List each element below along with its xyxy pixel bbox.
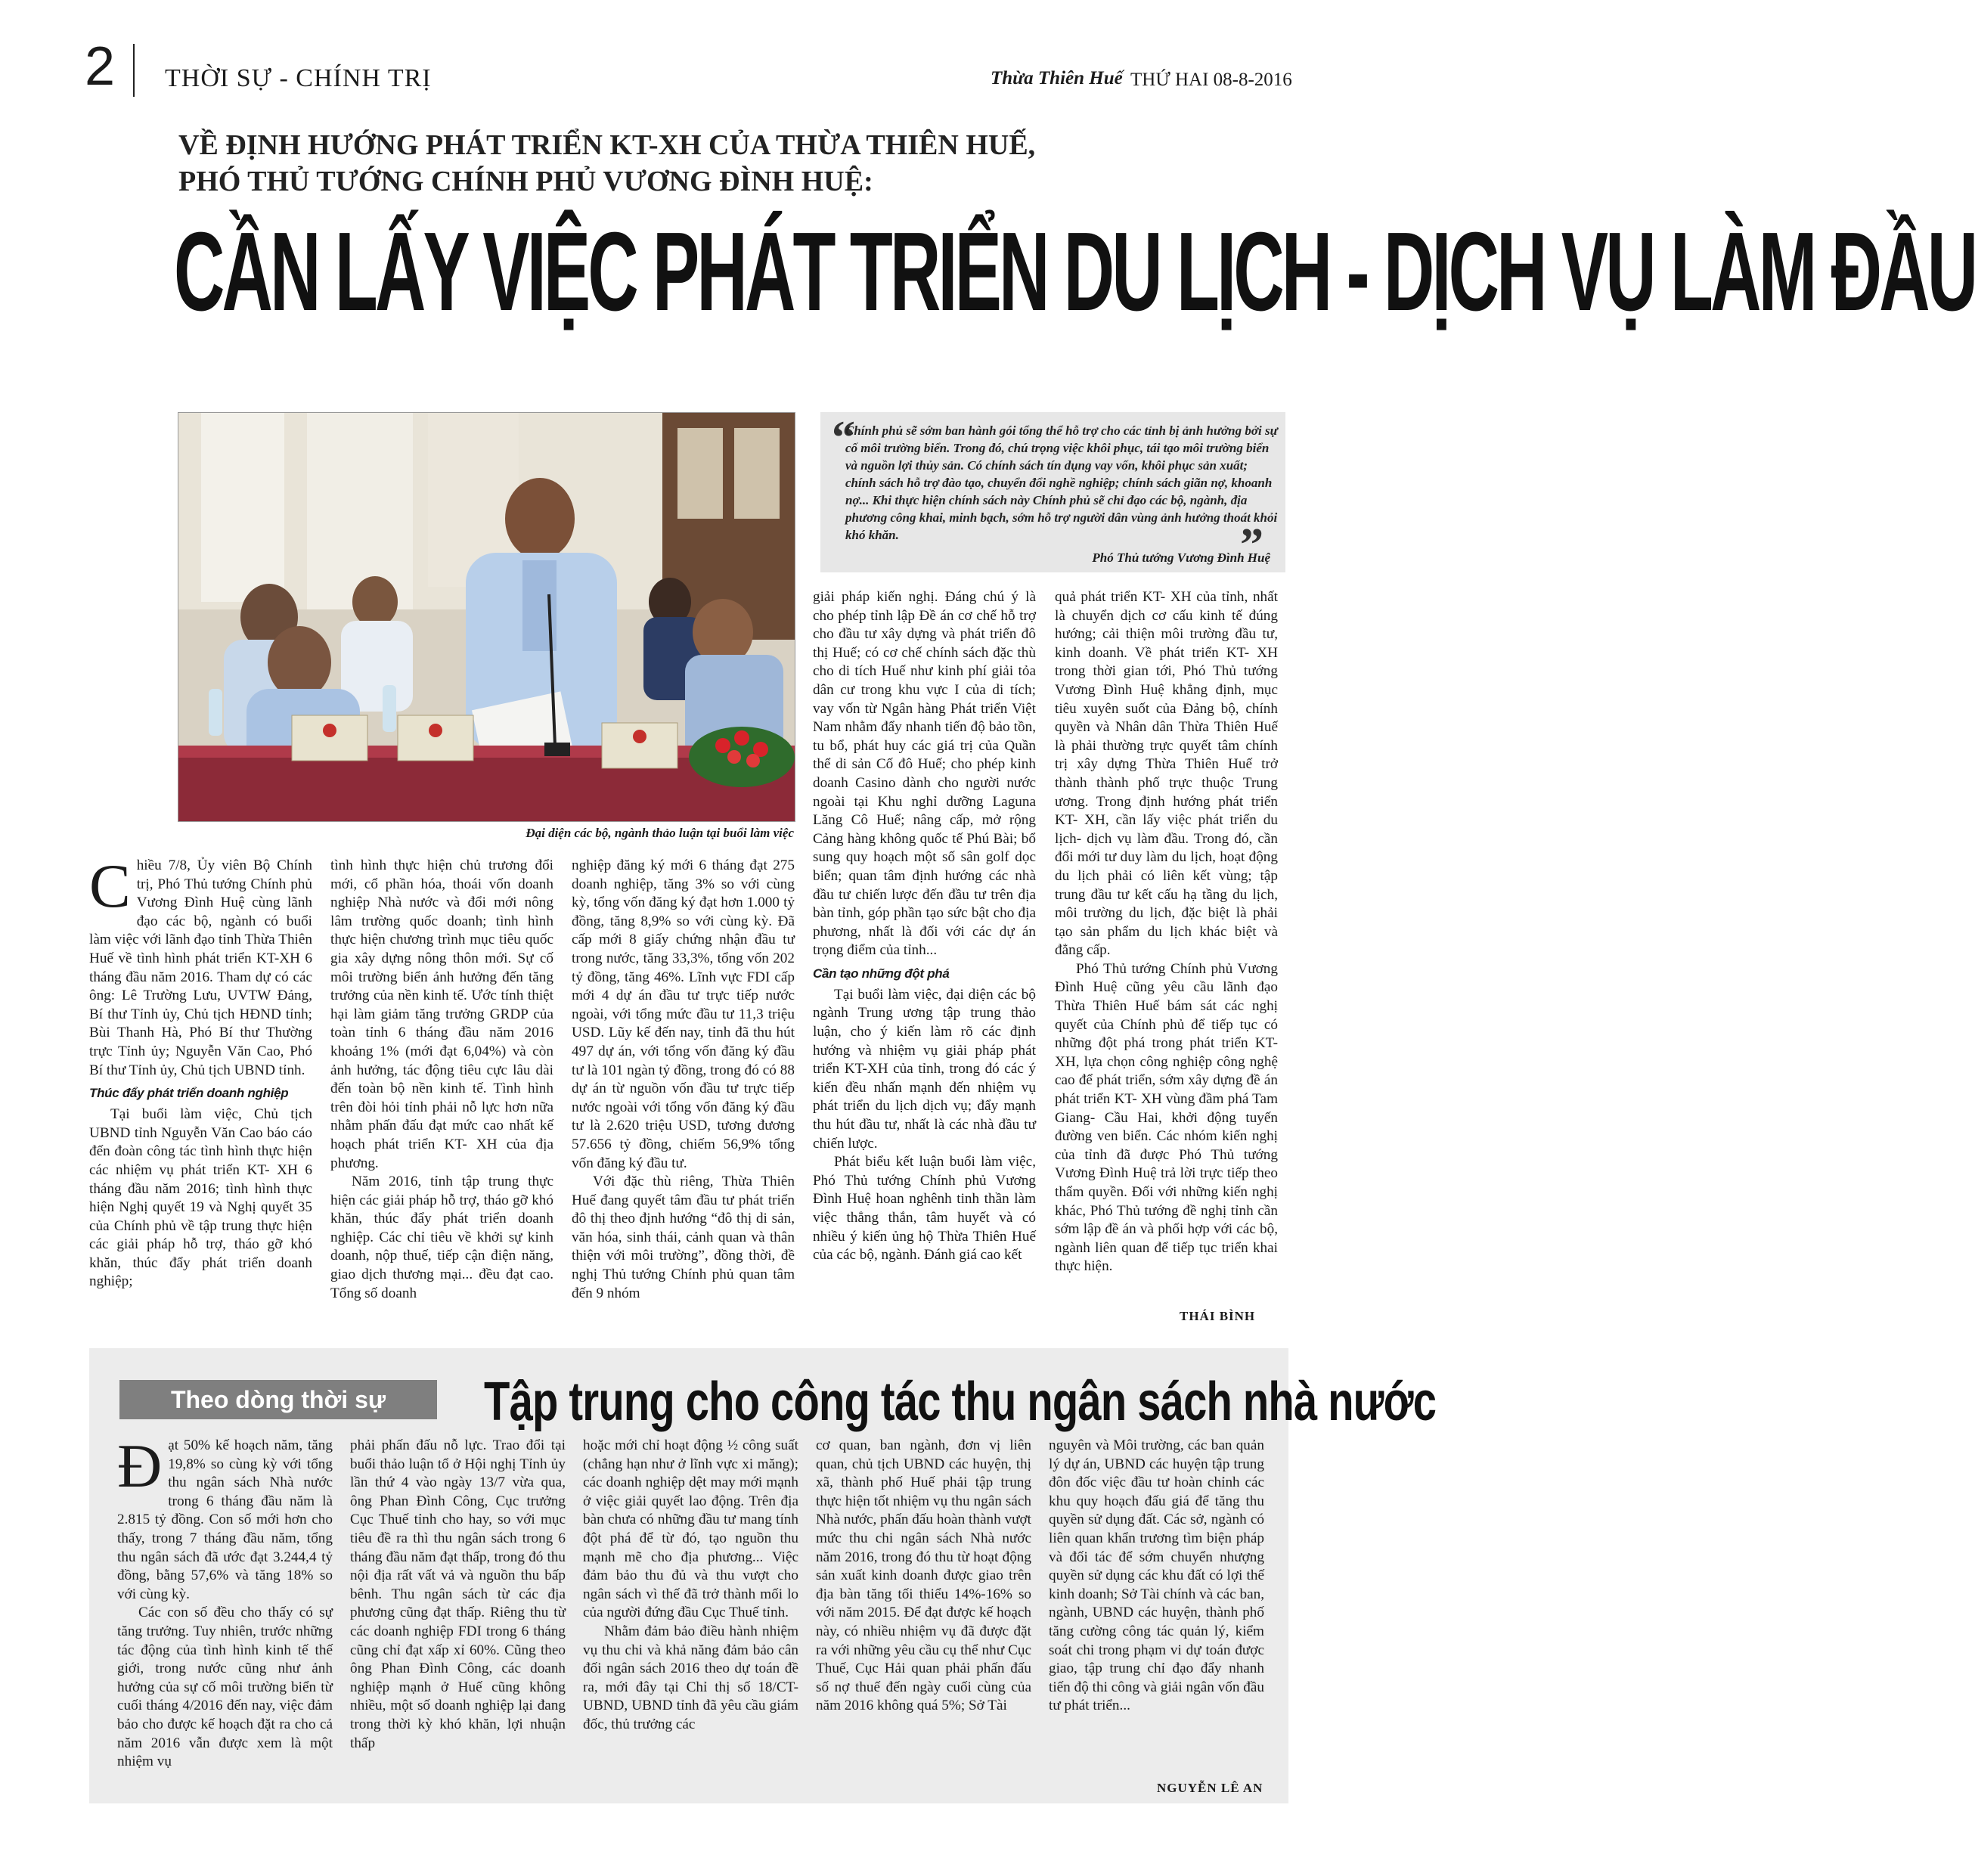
paragraph: hoặc mới chỉ hoạt động ½ công suất (chẳng hạn như ở lĩnh vực xi măng); các doanh nghiệp dệt may mới mạnh ở việc giải quyết lao động. Trên địa bàn chưa có những đầu tư mang tính đột phá để từ đó, tạo nguồn thu mạnh mẽ cho địa phương... Việc đảm bảo thu đủ và thu vượt cho ngân sách vì thế đã trở thành mối lo của người đứng đầu Cục Thuế tỉnh. (583, 1437, 798, 1621)
bottom-column-2 (350, 1437, 566, 1777)
paragraph: phải phấn đấu nỗ lực. Trao đổi tại buổi thảo luận tổ ở Hội nghị Tỉnh ủy lần thứ 4 vào ngày 13/7 vừa qua, ông Phan Đình Công, Cục trưởng Cục Thuế tỉnh cho hay, so với mục tiêu đề ra thì thu ngân sách trong 6 tháng đầu năm đạt thấp, trong đó thu nội địa rất vất vả và nguồn thu bấp bênh. Thu ngân sách từ các địa phương cũng đạt thấp. Riêng thu từ các doanh nghiệp FDI trong 6 tháng cũng chỉ đạt xấp xỉ 60%. Cũng theo ông Phan Đình Công, các doanh nghiệp mạnh ở Huế cũng không nhiều, một số doanh nghiệp lại đang trong thời kỳ khó khăn, lợi nhuận thấp (350, 1437, 566, 1751)
bottom-article-headline: Tập trung cho công tác thu ngân sách nhà nước (484, 1372, 1437, 1432)
kicker-line-1: VỀ ĐỊNH HƯỚNG PHÁT TRIỂN KT-XH CỦA THỪA THIÊN HUẾ, (178, 129, 1036, 161)
paragraph: cơ quan, ban ngành, đơn vị liên quan, chủ tịch UBND các huyện, thị xã, thành phố Huế phải tập trung thực hiện tốt nhiệm vụ thu ngân sách Nhà nước, phấn đấu hoàn thành vượt mức thu chi ngân sách Nhà nước năm 2016, trong đó thu từ hoạt động sản xuất kinh doanh được giao trên địa bàn tăng tối thiểu 14%-16% so với năm 2015. Để đạt được kế hoạch này, có nhiều nhiệm vụ đã được đặt ra với những yêu cầu cụ thể như Cục Thuế, Cục Hải quan phải phấn đấu số nợ thuế đến ngày cuối cùng của năm 2016 không quá 5%; Sở Tài (816, 1437, 1031, 1714)
subheading: Thúc đẩy phát triển doanh nghiệp (89, 1086, 289, 1101)
paragraph: nguyên và Môi trường, các ban quản lý dự án, UBND các huyện tập trung đôn đốc việc đầu tư hoàn chỉnh các khu quy hoạch đấu giá để tăng thu quyền sử dụng đất. Các sở, ngành có liên quan khẩn trương tìm biện pháp và đối tác để sớm chuyển nhượng quyền sử dụng các khu đất có lợi thế kinh doanh; Sở Tài chính và các ban, ngành, UBND các huyện, thành phố tăng cường công tác quản lý, kiểm soát chi trong phạm vi dự toán được giao, tập trung chỉ đạo đẩy nhanh tiến độ thi công và giải ngân vốn đầu tư phát triển... (1049, 1437, 1264, 1714)
paragraph: Với đặc thù riêng, Thừa Thiên Huế đang quyết tâm đầu tư phát triển đô thị theo định hướng “đô thị di sản, văn hóa, sinh thái, cảnh quan và thân thiện với môi trường”, đồng thời, đề nghị Thủ tướng Chính phủ quan tâm đến 9 nhóm (572, 1174, 795, 1301)
bottom-column-4 (816, 1437, 1031, 1777)
meeting-photo (178, 412, 795, 822)
paragraph: Phát biểu kết luận buổi làm việc, Phó Thủ tướng Chính phủ Vương Đình Huệ hoan nghênh tinh thần làm việc thẳng thắn, tâm huyết và có nhiều ý kiến ủng hộ Thừa Thiên Huế của các bộ, ngành. Đánh giá cao kết (813, 1154, 1036, 1264)
quote-close-mark: ” (1240, 519, 1263, 571)
bottom-column-1 (117, 1431, 333, 1777)
pull-quote-text: Chính phủ sẽ sớm ban hành gói tổng thể hỗ trợ cho các tỉnh bị ảnh hưởng bởi sự cố môi trường biển. Trong đó, chú trọng việc khôi phục, tái tạo môi trường biển và nguồn lợi thủy sản. Có chính sách tín dụng vay vốn, khôi phục sản xuất; chính sách hỗ trợ đào tạo, chuyển đổi nghề nghiệp; chính sách giãn nợ, khoanh nợ... Khi thực hiện chính sách này Chính phủ sẽ chỉ đạo các bộ, ngành, địa phương công khai, minh bạch, sớm hỗ trợ người dân vùng ảnh hưởng thoát khỏi khó khăn. (845, 423, 1278, 542)
paragraph: hiều 7/8, Ủy viên Bộ Chính trị, Phó Thủ tướng Chính phủ Vương Đình Huệ cùng lãnh đạo các bộ, ngành có buổi làm việc với lãnh đạo tỉnh Thừa Thiên Huế về tình hình phát triển KT-XH 6 tháng đầu năm 2016. Tham dự có các ông: Lê Trường Lưu, UVTW Đảng, Bí thư Tỉnh ủy, Chủ tịch HĐND tỉnh; Bùi Thanh Hà, Phó Bí thư Thường trực Tỉnh ủy; Nguyễn Văn Cao, Phó Bí thư Tỉnh ủy, Chủ tịch UBND tỉnh. (89, 857, 312, 1078)
paragraph: giải pháp kiến nghị. Đáng chú ý là cho phép tỉnh lập Đề án cơ chế hỗ trợ cho đầu tư xây dựng và phát triển đô thị Huế; có cơ chế chính sách đặc thù cho di tích Huế như kinh phí giải tỏa dân cư trong khu vực I của di tích; vay vốn từ Ngân hàng Phát triển Việt Nam nhằm đẩy nhanh tiến độ bảo tồn, tu bổ, phát huy các giá trị của Quần thể di sản Cố đô Huế; cho phép kinh doanh Casino dành cho người nước ngoài tại Khu nghỉ dưỡng Laguna Lăng Cô Huế; nâng cấp, mở rộng Cảng hàng không quốc tế Phú Bài; bổ sung quy hoạch một số sân golf dọc biển; quan tâm định hướng các nhà đầu tư chiến lược đến đầu tư trên địa bàn tỉnh, góp phần tạo sức bật cho địa phương, nhất là đối với các dự án trọng điểm của tỉnh... (813, 589, 1036, 959)
article-column-3 (572, 857, 795, 1318)
header-divider (133, 44, 135, 97)
paragraph: Các con số đều cho thấy có sự tăng trưởng. Tuy nhiên, trước những tác động của tình hình kinh tế thế giới, trong nước cũng như ảnh hưởng của sự cố môi trường biển từ cuối tháng 4/2016 đến nay, việc đảm bảo cho được kế hoạch đặt ra cho cả năm 2016 vẫn được xem là một nhiệm vụ (117, 1605, 333, 1770)
article-kicker (178, 127, 1237, 200)
bottom-column-3 (583, 1437, 798, 1777)
paragraph: Nhằm đảm bảo điều hành nhiệm vụ thu chi và khả năng đảm bảo cân đối ngân sách 2016 theo dự toán đề ra, mới đây tại Chỉ thị số 18/CT-UBND, UBND tỉnh đã yêu cầu giám đốc, thủ trưởng các (583, 1623, 798, 1732)
bottom-column-5 (1049, 1437, 1264, 1777)
subheading: Cần tạo những đột phá (813, 966, 950, 981)
article-column-4 (813, 588, 1036, 1318)
paragraph: ạt 50% kế hoạch năm, tăng 19,8% so cùng kỳ với tổng thu ngân sách Nhà nước trong 6 tháng đầu năm là 2.815 tỷ đồng. Con số mới hơn cho thấy, trong 7 tháng đầu năm, tổng thu ngân sách đã ước đạt 3.244,4 tỷ đồng, bằng 57,6% và tăng 18% so với cùng kỳ. (117, 1437, 333, 1602)
dropcap: C (89, 851, 131, 920)
article-column-1 (89, 851, 312, 1318)
paragraph: Năm 2016, tỉnh tập trung thực hiện các giải pháp hỗ trợ, tháo gỡ khó khăn, thúc đẩy phát triển doanh nghiệp. Các chỉ tiêu về khởi sự kinh doanh, nộp thuế, tiếp cận điện năng, giao dịch thương mại... đều đạt cao. Tổng số doanh (330, 1174, 553, 1301)
quote-open-mark: “ (832, 412, 855, 464)
paragraph: quả phát triển KT- XH của tỉnh, nhất là chuyển dịch cơ cấu kinh tế đúng hướng; cải thiện môi trường đầu tư, kinh doanh. Về phát triển KT- XH trong thời gian tới, Phó Thủ tướng Vương Đình Huệ khẳng định, mục tiêu xuyên suốt của Đảng bộ, chính quyền và Nhân dân Thừa Thiên Huế là phải thường trực quyết tâm chính trị xây dựng Thừa Thiên Huế trở thành thành phố trực thuộc Trung ương. Trong định hướng phát triển KT- XH, cần lấy việc phát triển du lịch- dịch vụ làm đầu. Trong đó, cần đổi mới tư duy làm du lịch, hoạt động du lịch phải có liên kết vùng; tập trung đầu tư kết cấu hạ tầng du lịch, môi trường du lịch, đặc biệt là phải tạo sản phẩm du lịch khác biệt và đẳng cấp. (1055, 589, 1278, 959)
paragraph: tình hình thực hiện chủ trương đổi mới, cổ phần hóa, thoái vốn doanh nghiệp Nhà nước và đổi mới nông lâm trường quốc doanh; tình hình thực hiện chương trình mục tiêu quốc gia xây dựng nông thôn mới. Sự cố môi trường biển ảnh hưởng đến tăng trưởng của nền kinh tế. Ước tính thiệt hại làm giảm tăng trưởng GRDP của toàn tỉnh 6 tháng đầu năm 2016 khoảng 1% (mới đạt 6,04%) và còn ảnh hưởng, tác động tiêu cực lâu dài đến toàn bộ nền kinh tế. Tình hình trên đòi hỏi tỉnh phải nỗ lực hơn nữa nhằm phấn đấu đạt mức cao nhất kế hoạch phát triển KT- XH của địa phương. (330, 857, 553, 1171)
article-byline: THÁI BÌNH (1180, 1309, 1256, 1323)
paragraph: Tại buổi làm việc, đại diện các bộ ngành Trung ương tập trung thảo luận, cho ý kiến làm rõ các định hướng và nhiệm vụ giải pháp phát triển KT-XH của tỉnh, trong đó các ý kiến đều nhấn mạnh đến nhiệm vụ phát triển du lịch dịch vụ; đẩy mạnh thu hút đầu tư, nhất là các nhà đầu tư chiến lược. (813, 986, 1036, 1152)
kicker-line-2: PHÓ THỦ TƯỚNG CHÍNH PHỦ VƯƠNG ĐÌNH HUỆ: (178, 166, 873, 197)
page-number: 2 (85, 36, 116, 97)
paragraph: nghiệp đăng ký mới 6 tháng đạt 275 doanh nghiệp, tăng 3% so với cùng kỳ, tổng vốn đăng ký đạt hơn 1.000 tỷ đồng, tăng 8,9% so với cùng kỳ. Đã cấp mới 8 giấy chứng nhận đầu tư trong nước, tăng 33,3%, tổng vốn 202 tỷ đồng, tăng 46%. Lĩnh vực FDI cấp mới 4 dự án đầu tư trực tiếp nước ngoài, với tổng mức đầu tư 11,3 triệu USD. Lũy kế đến nay, tỉnh đã thu hút 497 dự án, với tổng vốn đăng ký đầu tư là 101 ngàn tỷ đồng, trong đó có 88 dự án từ nguồn vốn đầu tư trực tiếp nước ngoài với tổng vốn đăng ký đầu tư là 2.620 triệu USD, tương đương 57.656 tỷ đồng, chiếm 56,9% tổng vốn đăng ký đầu tư. (572, 857, 795, 1171)
column-tag: Theo dòng thời sự (170, 1386, 386, 1413)
bottom-article-byline: NGUYỄN LÊ AN (1157, 1781, 1263, 1795)
article-column-2 (330, 857, 553, 1318)
masthead: Thừa Thiên Huế (991, 68, 1123, 88)
article-headline: CẦN LẤY VIỆC PHÁT TRIỂN DU LỊCH - DỊCH VỤ LÀM ĐẦU (174, 209, 1975, 334)
paragraph: Tại buổi làm việc, Chủ tịch UBND tỉnh Nguyễn Văn Cao báo cáo đến đoàn công tác tình hình thực hiện các nhiệm vụ phát triển KT- XH 6 tháng đầu năm 2016; tình hình thực hiện Nghị quyết 19 và Nghị quyết 35 của Chính phủ về tập trung thực hiện các giải pháp hỗ trợ, tháo gỡ khó khăn, thúc đẩy phát triển doanh nghiệp; (89, 1106, 312, 1290)
photo-caption: Đại diện các bộ, ngành thảo luận tại buổi làm việc (526, 826, 794, 840)
pull-quote-author: Phó Thủ tướng Vương Đình Huệ (1092, 550, 1270, 565)
issue-date: THỨ HAI 08-8-2016 (1130, 70, 1292, 90)
dropcap: Đ (117, 1431, 163, 1500)
article-column-5 (1055, 588, 1278, 1307)
paragraph: Phó Thủ tướng Chính phủ Vương Đình Huệ cũng yêu cầu lãnh đạo Thừa Thiên Huế bám sát các nghị quyết của Chính phủ để tiếp tục có những đột phá trong phát triển KT- XH, lựa chọn công nghiệp công nghệ cao để phát triển, sớm xây dựng đề án phát triển KT- XH vùng đầm phá Tam Giang- Cầu Hai, khởi động tuyến đường ven biển. Các nhóm kiến nghị của tỉnh đã được Phó Thủ tướng Vương Đình Huệ trả lời trực tiếp theo thẩm quyền. Đối với những kiến nghị khác, Phó Thủ tướng đề nghị tỉnh cần sớm lập đề án và phối hợp với các bộ, ngành liên quan để tiếp tục triển khai thực hiện. (1055, 960, 1278, 1275)
section-name: THỜI SỰ - CHÍNH TRỊ (165, 64, 432, 92)
